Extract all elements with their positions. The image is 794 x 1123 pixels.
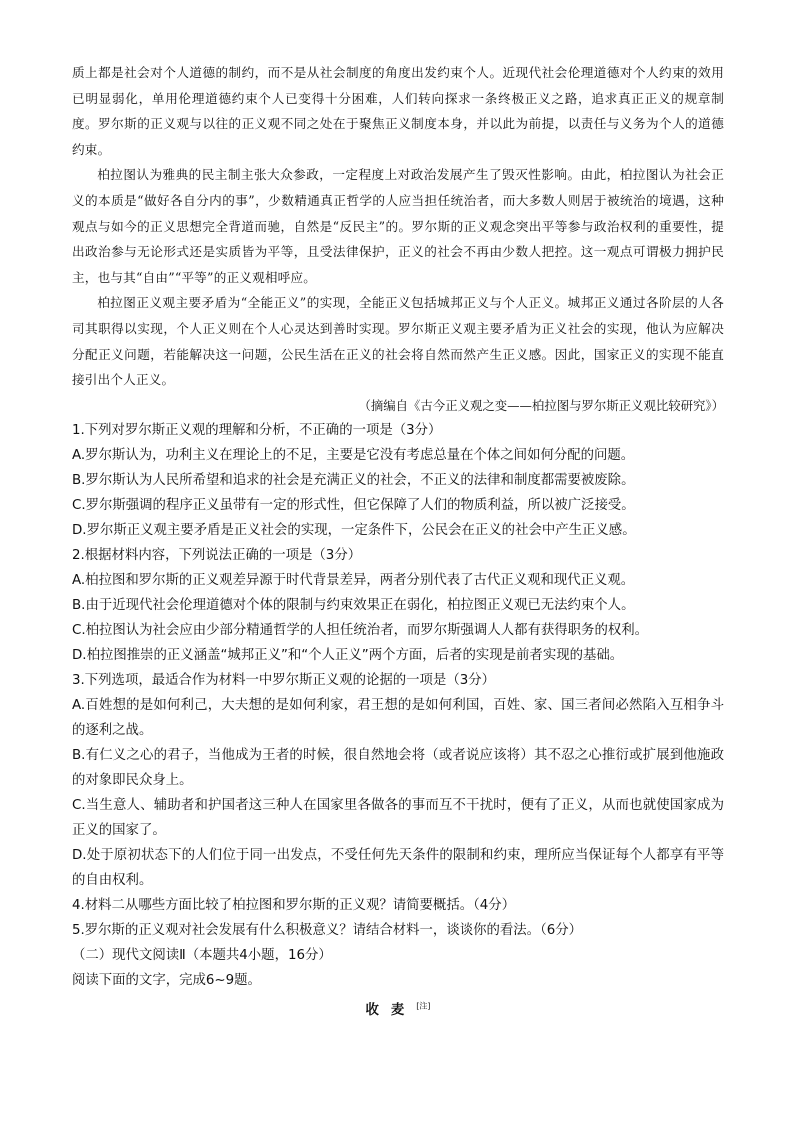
question-3-option-c: C.当生意人、辅助者和护国者这三种人在国家里各做各的事而互不干扰时，便有了正义，从而也就使国家成为正义的国家了。 [72, 798, 724, 839]
question-4: 4.材料二从哪些方面比较了柏拉图和罗尔斯的正义观？请简要概括。（4分） [72, 898, 516, 914]
passage-paragraph-2: 柏拉图认为雅典的民主制主张大众参政，一定程度上对政治发展产生了毁灭性影响。由此，柏拉图认为社会正义的本质是“做好各自分内的事”，少数精通真正哲学的人应当担任统治者，而大多数人则居于被统治的境遇，这种观点与如今的正义思想完全背道而驰，自然是“反民主”的。罗尔斯的正义观念突出平等参与政治权利的重要性，提出政治参与无论形式还是实质皆为平等，且受法律保护，正义的社会不再由少数人把控。这一观点可谓极力拥护民主，也与其“自由”“平等”的正义观相呼应。 [72, 167, 724, 285]
question-2-option-b: B.由于近现代社会伦理道德对个体的限制与约束效果正在弱化，柏拉图正义观已无法约束个人。 [72, 598, 635, 614]
question-2-option-a: A.柏拉图和罗尔斯的正义观差异源于时代背景差异，两者分别代表了古代正义观和现代正义观。 [72, 573, 635, 589]
next-passage-title-text: 收麦 [365, 1003, 417, 1019]
question-1-option-c: C.罗尔斯强调的程序正义虽带有一定的形式性，但它保障了人们的物质利益，所以被广泛接受。 [72, 498, 635, 514]
footnote-marker: [注] [416, 1001, 431, 1011]
question-1-option-a: A.罗尔斯认为，功利主义在理论上的不足，主要是它没有考虑总量在个体之间如何分配的问题。 [72, 448, 635, 464]
next-passage-title [72, 999, 724, 1018]
passage-paragraph-1: 质上都是社会对个人道德的制约，而不是从社会制度的角度出发约束个人。近现代社会伦理道德对个人约束的效用已明显弱化，单用伦理道德约束个人已变得十分困难，人们转向探求一条终极正义之路，追求真正正义的规章制度。罗尔斯的正义观与以往的正义观不同之处在于聚焦正义制度本身，并以此为前提，以责任与义务为个人的道德约束。 [72, 65, 724, 157]
question-1-option-b: B.罗尔斯认为人民所希望和追求的社会是充满正义的社会，不正义的法律和制度都需要被废除。 [72, 473, 635, 489]
passage-source: （摘编自《古今正义观之变——柏拉图与罗尔斯正义观比较研究》） [358, 397, 724, 413]
question-3: 3.下列选项，最适合作为材料一中罗尔斯正义观的论据的一项是（3分） [72, 673, 496, 689]
question-2: 2.根据材料内容，下列说法正确的一项是（3分） [72, 548, 362, 564]
question-3-option-a: A.百姓想的是如何利己，大夫想的是如何利家，君王想的是如何利国，百姓、家、国三者间必然陷入互相争斗的逐利之战。 [72, 698, 724, 739]
reading-instruction: 阅读下面的文字，完成6~9题。 [72, 973, 261, 989]
document-page [72, 60, 724, 1018]
question-1: 1.下列对罗尔斯正义观的理解和分析，不正确的一项是（3分） [72, 423, 442, 439]
question-1-option-d: D.罗尔斯正义观主要矛盾是正义社会的实现，一定条件下，公民会在正义的社会中产生正义感。 [72, 523, 636, 539]
question-2-option-d: D.柏拉图推崇的正义涵盖“城邦正义”和“个人正义”两个方面，后者的实现是前者实现的基础。 [72, 648, 624, 664]
question-2-option-c: C.柏拉图认为社会应由少部分精通哲学的人担任统治者，而罗尔斯强调人人都有获得职务的权利。 [72, 623, 649, 639]
passage-paragraph-3: 柏拉图正义观主要矛盾为“全能正义”的实现，全能正义包括城邦正义与个人正义。城邦正义通过各阶层的人各司其职得以实现，个人正义则在个人心灵达到善时实现。罗尔斯正义观主要矛盾为正义社会的实现，他认为应解决分配正义问题，若能解决这一问题，公民生活在正义的社会将自然而然产生正义感。因此，国家正义的实现不能直接引出个人正义。 [72, 295, 724, 388]
question-3-option-b: B.有仁义之心的君子，当他成为王者的时候，很自然地会将（或者说应该将）其不忍之心推衍或扩展到他施政的对象即民众身上。 [72, 748, 724, 789]
question-5: 5.罗尔斯的正义观对社会发展有什么积极意义？请结合材料一，谈谈你的看法。（6分） [72, 923, 583, 939]
section-heading: （二）现代文阅读Ⅱ（本题共4小题，16分） [72, 948, 332, 964]
question-3-option-d: D.处于原初状态下的人们位于同一出发点，不受任何先天条件的限制和约束，理所应当保证每个人都享有平等的自由权利。 [72, 848, 724, 889]
